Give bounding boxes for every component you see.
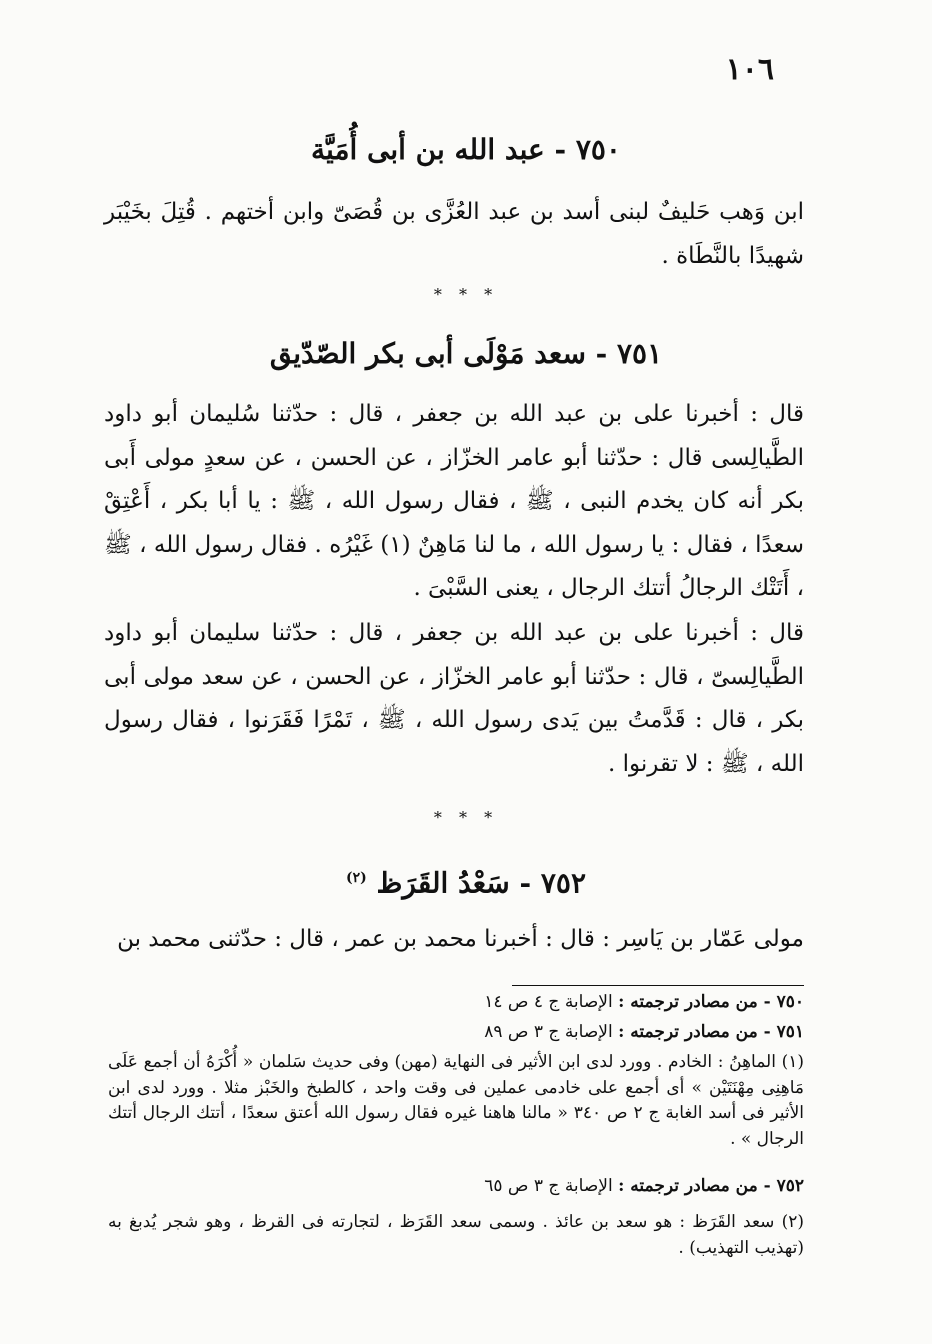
page-number: ١٠٦	[725, 52, 774, 87]
entry-752-heading	[100, 856, 832, 905]
entry-750-text: ابن وَهب حَليفٌ لبنى أسد بن عبد العُزَّى بن قُصَىّ وابن أختهم . قُتِلَ بخَيْبَر شهيدًا بالنَّطَاة .	[104, 199, 804, 269]
entry-751-paragraph-2: قال : أخبرنا على بن عبد الله بن جعفر ، قال : حدّثنا سليمان أبو داود الطَّيالِسىّ ، قال : حدّثنا أبو عامر الخزّاز ، عن الحسن ، عن سعد مولى أبى بكر ، قال : قَدَّمتُ بين يَدى رسول الله ، ﷺ ، تَمْرًا فَقَرَنوا ، فقال رسول الله ، ﷺ : لا تقرنوا .	[104, 620, 804, 777]
entry-750-heading: ٧٥٠ - عبد الله بن أبى أُمَيَّة	[311, 133, 621, 166]
source-751-text: الإصابة ج ٣ ص ٨٩	[484, 1022, 613, 1042]
source-752-label: ٧٥٢ - من مصادر ترجمته :	[618, 1176, 804, 1196]
entry-751-paragraph-1: قال : أخبرنا على بن عبد الله بن جعفر ، قال : حدّثنا سُليمان أبو داود الطَّيالِسى قال : حدّثنا أبو عامر الخزّاز ، عن الحسن ، عن سعدٍ مولى أَبى بكر أنه كان يخدم النبى ، ﷺ ، فقال رسول الله ، ﷺ : يا أبا بكر ، أَعْتِقْ سعدًا ، فقال : يا رسول الله ، ما لنا مَاهِنٌ (١) غَيْرُه . فقال رسول الله ، ﷺ ، أَتَتْك الرجالُ أتتك الرجال ، يعنى السَّبْىَ .	[104, 401, 804, 601]
source-750-label: ٧٥٠ - من مصادر ترجمته :	[618, 992, 804, 1012]
entry-751-heading: ٧٥١ - سعد مَوْلَى أبى بكر الصّدّيق	[269, 337, 663, 370]
section-separator: * * *	[433, 285, 499, 304]
footnote-2: (٢) سعد القَرَظ : هو سعد بن عائذ . وسمى سعد القَرَظ ، لتجارته فى القرظ ، وهو شجر يُدبغ به (تهذيب التهذيب) .	[108, 1212, 804, 1258]
footnote-rule	[512, 985, 804, 986]
source-750	[108, 990, 804, 1016]
source-750-text: الإصابة ج ٤ ص ١٤	[484, 992, 613, 1012]
footnote-marker: (٢)	[345, 870, 367, 886]
source-751	[108, 1020, 804, 1046]
footnote-1: (١) الماهِنُ : الخادم . وورد لدى ابن الأثير فى النهاية (مهن) وفى حديث سَلمان « أُكْرَهُ أن أجمع عَلَى مَاهِنِى مِهْنَتَيْن » أى أجمع على خادمى عملين فى وقت واحد ، كالطبخ والخَبْز مثلا . وورد لدى ابن الأثير فى أسد الغابة ج ٢ ص ٣٤٠ « مالنا هاهنا غيره فقال رسول الله أعتق سعدًا ، أتتك الرجال أتتك الرجال » .	[108, 1052, 804, 1149]
section-separator: * * *	[433, 808, 499, 827]
entry-752-text: مولى عَمّار بن يَاسِر : قال : أخبرنا محمد بن عمر ، قال : حدّثنى محمد بن	[117, 926, 804, 952]
source-752-text: الإصابة ج ٣ ص ٦٥	[484, 1176, 613, 1196]
source-751-label: ٧٥١ - من مصادر ترجمته :	[618, 1022, 804, 1042]
entry-752-title: ٧٥٢ - سَعْدُ القَرَظ	[376, 866, 586, 900]
source-752	[108, 1174, 804, 1200]
